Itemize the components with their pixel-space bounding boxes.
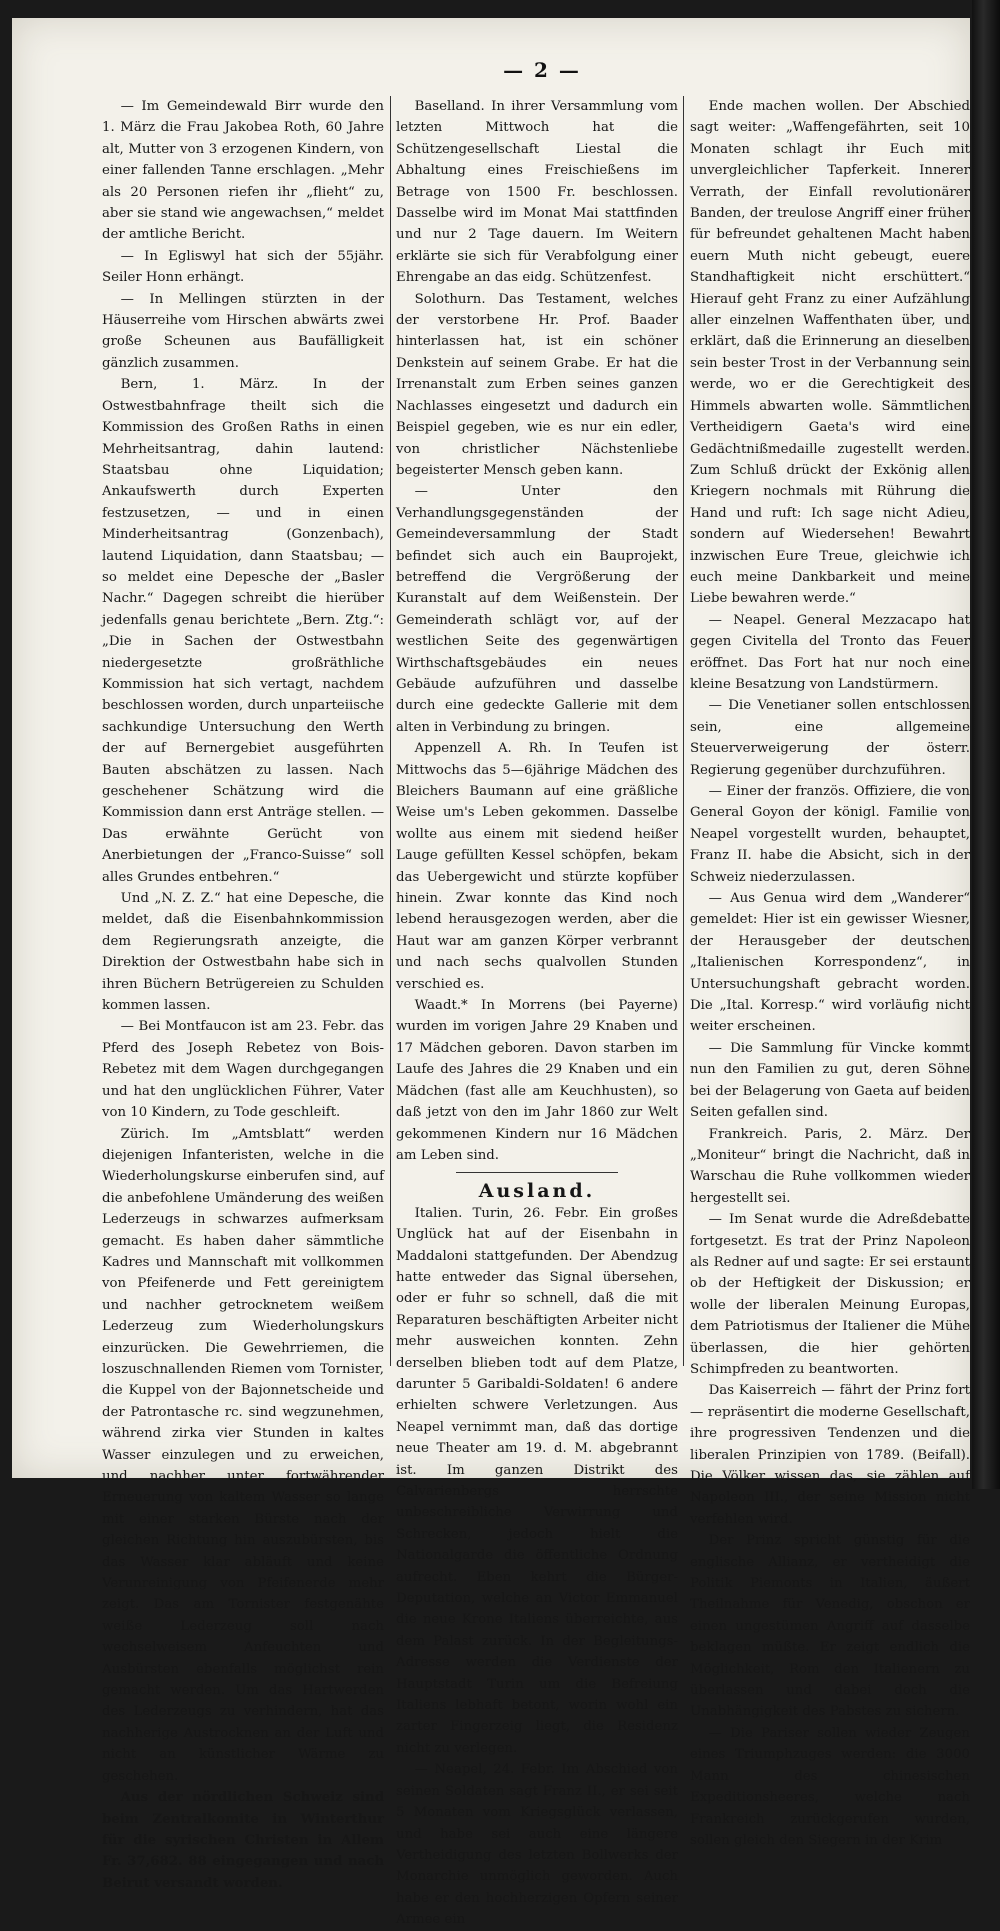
section-rule [456, 1172, 618, 1173]
article-paragraph: Das Kaiserreich — fährt der Prinz fort — repräsentirt die moderne Gesellschaft, ihre progressiven Tendenzen und die liberalen Prinzipien von 1789. (Beifall). Die Völker wissen das, sie zählen auf Napoleon III., der seine Mission nicht verfehlen wird. [690, 1383, 970, 1527]
article-paragraph: Solothurn. Das Testament, welches der verstorbene Hr. Prof. Baader hinterlassen hat, ist ein schöner Denkstein auf seinem Grabe. Er hat die Irrenanstalt zum Erben seines ganzen Nachlasses eingesetzt und dadurch ein Beispiel gegeben, wie es nur ein edler, von christlicher Nächstenliebe begeisterter Mensch geben kann. [396, 291, 678, 478]
article-paragraph: Appenzell A. Rh. In Teufen ist Mittwochs das 5—6jährige Mädchen des Bleichers Baumann auf eine gräßliche Weise um's Leben gekommen. Dasselbe wollte aus einem mit siedend heißer Lauge gefüllten Kessel schöpfen, bekam das Uebergewicht und stürzte kopfüber hinein. Zwar konnte das Kind noch lebend herausgezogen werden, aber die Haut war am ganzen Körper verbrannt und nach sechs qualvollen Stunden verschied es. [396, 741, 678, 992]
article-paragraph: Zürich. Im „Amtsblatt“ werden diejenigen Infanteristen, welche in die Wiederholungskurse einberufen sind, auf die anbefohlene Umänderung des weißen Lederzeugs in schwarzes aufmerksam gemacht. Es haben daher sämmtliche Kadres und Mannschaft mit vollkommen von Pfeifenerde und Fett gereinigtem und nachher getrocknetem weißem Lederzeug zum Wiederholungskurs einzurücken. Die Gewehrriemen, die loszuschnallenden Riemen vom Tornister, die Kuppel von der Bajonnetscheide und der Patrontasche rc. sind wegzunehmen, während zirka vier Stunden in kaltes Wasser einzulegen und zu erweichen, und nachher unter fortwährender Erneuerung von kaltem Wasser so lange mit einer starken Bürste nach der gleichen Richtung hin auszubürsten, bis das Wasser klar abläuft und keine Verunreinigung von Pfeifenerde mehr zeigt. Das am Tornister festgenähte weiße Lederzeug soll nach wechselweisem Anfeuchten und Ausbürsten ebenfalls möglichst rein gemacht werden. Um das Hartwerden des Lederzeugs zu verhindern, hat das nachherige Austrocknen an der Luft und nicht an künstlicher Wärme zu geschehen. [102, 1126, 384, 1784]
article-paragraph: — In Egliswyl hat sich der 55jähr. Seiler Honn erhängt. [102, 248, 384, 286]
article-paragraph: — Einer der französ. Offiziere, die von General Goyon der königl. Familie von Neapel vorgestellt wurden, behauptet, Franz II. habe die Absicht, sich in der Schweiz niederzulassen. [690, 784, 970, 885]
article-paragraph: — Im Gemeindewald Birr wurde den 1. März die Frau Jakobea Roth, 60 Jahre alt, Mutter von 3 erzogenen Kindern, von einer fallenden Tanne erschlagen. „Mehr als 20 Personen riefen ihr „flieht“ zu, aber sie stand wie angewachsen,“ meldet der amtliche Bericht. [102, 99, 384, 243]
section-heading: Ausland. [478, 1180, 596, 1203]
article-paragraph: Und „N. Z. Z.“ hat eine Depesche, die meldet, daß die Eisenbahnkommission dem Regierungsrath anzeigte, die Direktion der Ostwestbahn habe sich in ihren Büchern Betrügereien zu Schulden kommen lassen. [102, 891, 384, 1014]
article-paragraph: Frankreich. Paris, 2. März. Der „Moniteur“ bringt die Nachricht, daß in Warschau die Ruhe vollkommen wieder hergestellt sei. [690, 1126, 970, 1206]
article-paragraph: — Die Venetianer sollen entschlossen sein, eine allgemeine Steuerverweigerung der österr. Regierung gegenüber durchzuführen. [690, 698, 970, 778]
scan-edge [972, 0, 1000, 1489]
column-1 [102, 96, 384, 1891]
article-paragraph: Der Prinz spricht günstig für die englische Allianz, er vertheidigt die Politik Piemonts in Italien, äußert Theilnahme für Venedig, obschon er einen ungestümen Angriff auf dasselbe beklagen müßte. Er zeigt endlich die Möglichkeit, Rom den Italienern zu überlassen und dabei doch die Unabhängigkeit des Pabstes zu sichern. [690, 1533, 970, 1720]
article-paragraph: Ende machen wollen. Der Abschied sagt weiter: „Waffengefährten, seit 10 Monaten schlagt ihr Euch mit unvergleichlicher Tapferkeit. Innerer Verrath, der Einfall revolutionärer Banden, der treulose Angriff einer früher für befreundet gehaltenen Macht haben euern Muth nicht gebeugt, euere Standhaftigkeit nicht erschüttert.“ Hierauf geht Franz zu einer Aufzählung aller einzelnen Waffenthaten über, und erklärt, daß die Erinnerung an dieselben sein bester Trost in der Verbannung sein werde, wo er die Gerechtigkeit des Himmels abwarten wolle. Sämmtlichen Vertheidigern Gaeta's wird eine Gedächtnißmedaille zugestellt werden. Zum Schluß drückt der Exkönig allen Kriegern nochmals mit Rührung die Hand und ruft: Ich sage nicht Adieu, sondern auf Wiedersehen! Bewahrt inzwischen Eure Treue, gleichwie ich euch meine Dankbarkeit und meine Liebe bewahren werde.“ [690, 99, 970, 607]
column-divider [683, 96, 684, 1366]
article-paragraph: — Aus Genua wird dem „Wanderer“ gemeldet: Hier ist ein gewisser Wiesner, der Herausgeber der deutschen „Italienischen Korrespondenz“, in Untersuchungshaft gebracht worden. Die „Ital. Korresp.“ wird vorläufig nicht weiter erscheinen. [690, 891, 970, 1035]
page-number: — 2 — [503, 58, 581, 82]
article-paragraph: Aus der nördlichen Schweiz sind beim Zentralkomite in Winterthur für die syrischen Christen in Allem Fr. 37,682. 88 eingegangen und nach Beirut versandt worden. [102, 1790, 384, 1891]
column-3 [690, 96, 970, 1848]
article-paragraph: — Die Pariser sollen wieder Zeugen eines Triumphzuges werden: die 3000 Mann des chinesischen Expeditionsheeres, welche nach Frankreich zurückgerufen wurden, sollen gleich den Siegern in der Krim [690, 1725, 970, 1848]
article-paragraph: — Neapel, 24. Febr. Im Abschied von seinen Soldaten sagt Franz II., er sei seit 5 Monaten vom Kriegsglück verlassen, und habe sei auch eine längere Vertheidigung des letzten Bollwerks der Monarchie unmöglich geworden. Auch habe er den hochherzigen Opfern seiner Armee ein [396, 1762, 678, 1928]
article-paragraph: — Neapel. General Mezzacapo hat gegen Civitella del Tronto das Feuer eröffnet. Das Fort hat nur noch eine kleine Besatzung von Landstürmern. [690, 612, 970, 692]
column-divider [390, 96, 391, 1366]
newspaper-page [12, 18, 970, 1928]
article-paragraph: — Die Sammlung für Vincke kommt nun den Familien zu gut, deren Söhne bei der Belagerung von Gaeta auf beiden Seiten gefallen sind. [690, 1040, 970, 1121]
article-paragraph: — Unter den Verhandlungsgegenständen der Gemeindeversammlung der Stadt befindet sich auch ein Bauprojekt, betreffend die Vergrößerung der Kuranstalt auf dem Weißenstein. Der Gemeinderath schlägt vor, auf der westlichen Seite des gegenwärtigen Wirthschaftsgebäudes ein neues Gebäude aufzuführen und dasselbe durch eine gedeckte Gallerie mit dem alten in Verbindung zu bringen. [396, 484, 678, 735]
article-paragraph: Italien. Turin, 26. Febr. Ein großes Unglück hat auf der Eisenbahn in Maddaloni stattgefunden. Der Abendzug hatte entweder das Signal übersehen, oder er fuhr so schnell, daß die mit Reparaturen beschäftigten Arbeiter nicht mehr ausweichen konnten. Zehn derselben blieben todt auf dem Platze, darunter 5 Garibaldi-Soldaten! 6 andere erhielten schwere Verletzungen. Aus Neapel vernimmt man, daß das dortige neue Theater am 19. d. M. abgebrannt ist. Im ganzen Distrikt des Calvarienbergs herrschte unbeschreibliche Verwirrung und Schrecken, jedoch hielt die Nationalgarde die öffentliche Ordnung aufrecht. Eben kehrt die Bürger-Deputation, welche an Victor Emmanuel die neue Krone Italiens überreichte, aus dem Palast zurück. In der Begleitungs-Adresse werden die Verdienste der Hauptstadt Turin um die Befreiung Italiens lebhaft betont, worin wohl ein zarter Fingerzeig liegt, die Residenz nicht zu verlegen. [396, 1205, 678, 1756]
article-paragraph: Baselland. In ihrer Versammlung vom letzten Mittwoch hat die Schützengesellschaft Liestal die Abhaltung eines Freischießens im Betrage von 1500 Fr. beschlossen. Dasselbe wird im Monat Mai stattfinden und nur 2 Tage dauern. Im Weitern erklärte sie sich für Verabfolgung einer Ehrengabe an das eidg. Schützenfest. [396, 99, 678, 286]
article-paragraph: Bern, 1. März. In der Ostwestbahnfrage theilt sich die Kommission des Großen Raths in einen Mehrheitsantrag, dahin lautend: Staatsbau ohne Liquidation; Ankaufswerth durch Experten festzusetzen, — und in einen Minderheitsantrag (Gonzenbach), lautend Liquidation, dann Staatsbau; — so meldet eine Depesche der „Basler Nachr.“ Dagegen schreibt die hierüber jedenfalls genau berichtete „Bern. Ztg.“: „Die in Sachen der Ostwestbahn niedergesetzte großräthliche Kommission hat sich vertagt, nachdem beschlossen worden, durch unparteiische sachkundige Untersuchung den Werth der auf Bernergebiet ausgeführten Bauten abschätzen zu lassen. Nach geschehener Schätzung wird die Kommission dann erst Anträge stellen. — Das erwähnte Gerücht von Anerbietungen der „Franco-Suisse“ soll alles Grundes entbehren.“ [102, 377, 384, 885]
article-paragraph: Waadt.* In Morrens (bei Payerne) wurden im vorigen Jahre 29 Knaben und 17 Mädchen geboren. Davon starben im Laufe des Jahres die 29 Knaben und ein Mädchen (fast alle am Keuchhusten), so daß jetzt von den im Jahr 1860 zur Welt gekommenen Kindern nur 16 Mädchen am Leben sind. [396, 998, 678, 1163]
article-paragraph: — Bei Montfaucon ist am 23. Febr. das Pferd des Joseph Rebetez von Bois-Rebetez mit dem Wagen durchgegangen und hat den unglücklichen Führer, Vater von 10 Kindern, zu Tode geschleift. [102, 1019, 384, 1121]
article-paragraph: — In Mellingen stürzten in der Häuserreihe vom Hirschen abwärts zwei große Scheunen aus Baufälligkeit gänzlich zusammen. [102, 291, 384, 371]
article-paragraph: — Im Senat wurde die Adreßdebatte fortgesetzt. Es trat der Prinz Napoleon als Redner auf und sagte: Er sei erstaunt ob der Heftigkeit der Diskussion; er wolle der liberalen Meinung Europas, dem Patriotismus der Italiener die Mühe überlassen, die hier gehörten Schimpfreden zu beantworten. [690, 1212, 970, 1377]
column-2 [396, 96, 678, 1928]
